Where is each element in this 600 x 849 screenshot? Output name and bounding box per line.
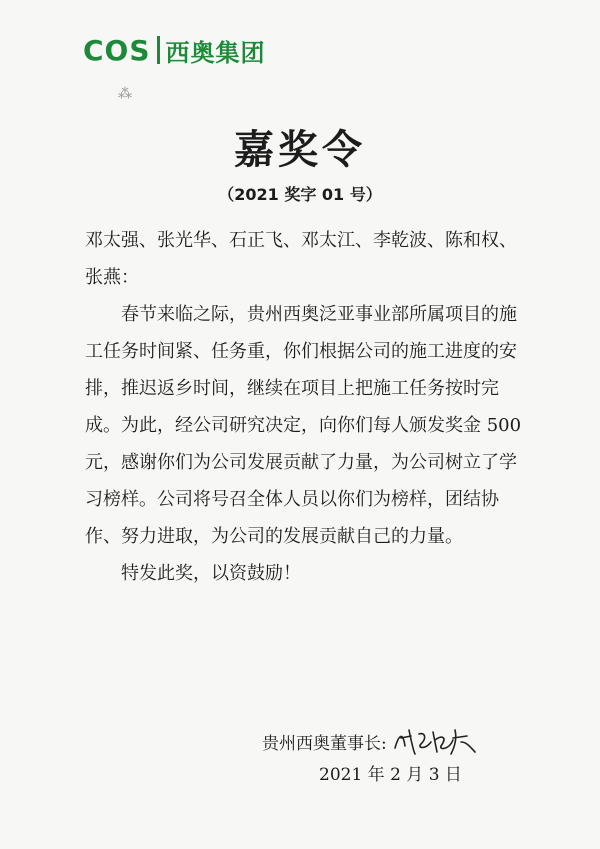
document-number: （2021 奖字 01 号） [218, 185, 382, 204]
page-title: 嘉奖令 [234, 127, 366, 173]
signatory-title: 贵州西奥董事长: [262, 733, 387, 754]
handwritten-signature [391, 724, 481, 758]
logo-divider [157, 36, 160, 64]
recipients: 邓太强、张光华、石正飞、邓太江、李乾波、陈和权、张燕： [85, 230, 517, 288]
issue-date: 2021 年 2 月 3 日 [319, 765, 462, 785]
body-paragraph: 春节来临之际，贵州西奥泛亚事业部所属项目的施工任务时间紧、任务重，你们根据公司的施工进度的安排，推迟返乡时间，继续在项目上把施工任务按时完成。为此，经公司研究决定，向你们每人颁发奖金 500 元，感谢你们为公司发展贡献了力量，为公司树立了学习榜样。公司将号召全体人员以你们为榜样，团结协作、努力进取，为公司的发展贡献自己的力量。 [85, 304, 522, 547]
logo-latin-text: COS [83, 33, 151, 67]
signature-block [262, 724, 481, 758]
paper-speck: ⁂ [118, 86, 132, 102]
company-logo [83, 30, 266, 70]
logo-chinese-text: 西奥集团 [165, 38, 266, 67]
document-body [85, 222, 525, 592]
closing-line: 特发此奖，以资鼓励！ [121, 563, 301, 584]
